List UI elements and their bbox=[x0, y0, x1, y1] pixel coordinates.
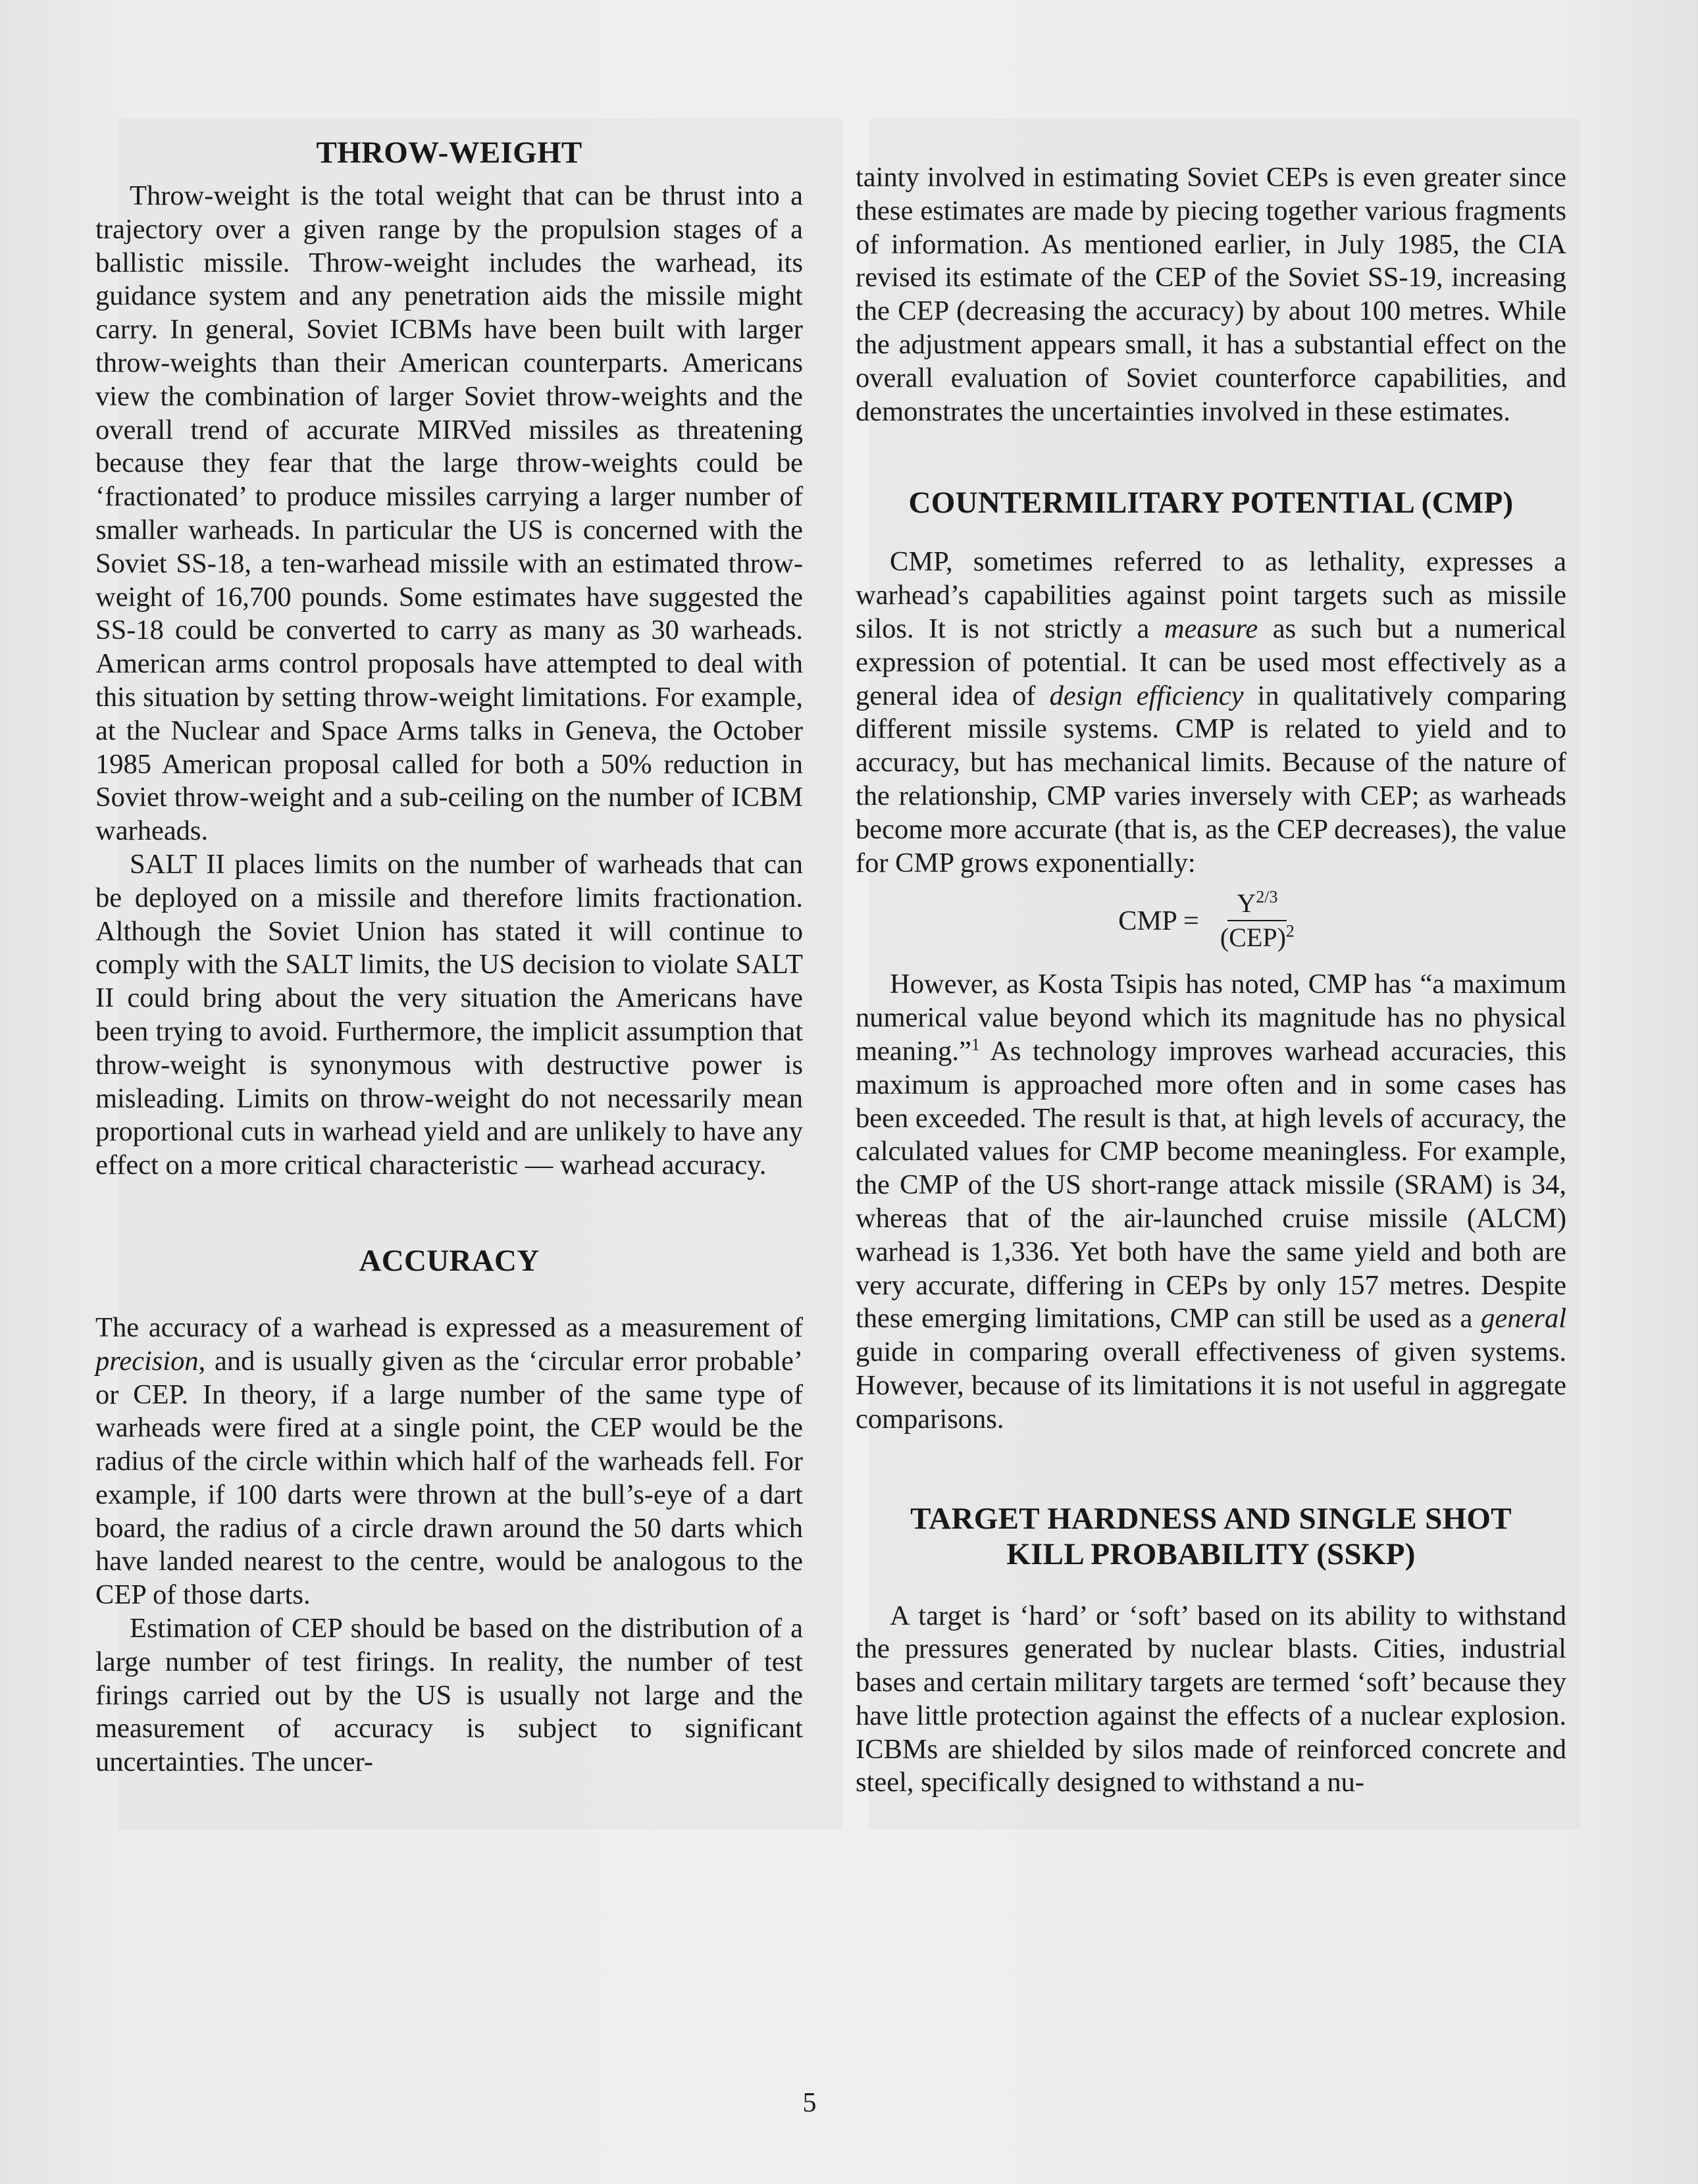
section-heading-cmp: COUNTERMILITARY POTENTIAL (CMP) bbox=[908, 486, 1514, 521]
throw-weight-paragraph-1: Throw-weight is the total weight that can be thrust into a trajectory over a given range by the propulsion stages of a ballistic missile. Throw-weight includes the warhead, its guidance system and any penetration aids the missile might carry. In general, Soviet ICBMs have been built with larger throw-weights than their American counterparts. Americans view the combination of larger Soviet throw-weights and the overall trend of accurate MIRVed missiles as threatening because they fear that the large throw-weights could be ‘fractionated’ to produce missiles carrying a larger number of smaller warheads. In particular the US is concerned with the Soviet SS-18, a ten-warhead missile with an estimated throw-weight of 16,700 pounds. Some estimates have suggested the SS-18 could be converted to carry as many as 30 warheads. American arms control proposals have attempted to deal with this situation by setting throw-weight limitations. For example, at the Nuclear and Space Arms talks in Geneva, the October 1985 American proposal called for both a 50% reduction in Soviet throw-weight and a sub-ceiling on the number of ICBM warheads. bbox=[95, 180, 803, 847]
formula-lhs: CMP = bbox=[1118, 905, 1199, 936]
cmp-paragraph-1: CMP, sometimes referred to as lethality, expresses a warhead’s capabilities against point targets such as missile silos. It is not strictly a measure as such but a numerical expression of potential. It can be used most effectively as a general idea of design efficiency in qualitatively comparing different missile systems. CMP is related to yield and to accuracy, but has mechanical limits. Because of the nature of the relationship, CMP varies inversely with CEP; as warheads become more accurate (that is, as the CEP decreases), the value for CMP grows exponentially: bbox=[856, 546, 1566, 878]
section-gap bbox=[856, 1436, 1566, 1501]
cmp-formula bbox=[856, 881, 1566, 960]
section-gap bbox=[856, 428, 1566, 485]
formula-fraction bbox=[1211, 888, 1304, 953]
sskp-heading-line-1: TARGET HARDNESS AND SINGLE SHOT bbox=[910, 1501, 1512, 1536]
cmp-paragraph-2: However, as Kosta Tsipis has noted, CMP has “a maximum numerical value beyond which its magnitude has no physical meaning.”$^1$ As technology improves warhead accuracies, this maximum is approached more often and in some cases has been exceeded. The result is that, at high levels of accuracy, the calculated values for CMP become meaningless. For example, the CMP of the US short-range attack missile (SRAM) is 34, whereas that of the air-launched cruise missile (ALCM) warhead is 1,336. Yet both have the same yield and both are very accurate, differing in CEPs by only 157 metres. Despite these emerging limitations, CMP can still be used as a general guide in comparing overall effectiveness of given systems. However, because of its limitations it is not useful in aggregate comparisons. bbox=[856, 969, 1566, 1435]
page-number: 5 bbox=[802, 2088, 817, 2118]
accuracy-paragraph-1: The accuracy of a warhead is expressed as a measurement of precision, and is usually given as the ‘circular error probable’ or CEP. In theory, if a large number of the same type of warheads were fired at a single point, the CEP would be the radius of the circle within which half of the warheads fell. For example, if 100 darts were thrown at the bull’s-eye of a dart board, the radius of a circle drawn around the 50 darts which have landed nearest to the centre, would be analogous to the CEP of those darts. bbox=[95, 1311, 803, 1611]
left-column bbox=[95, 135, 803, 1779]
accuracy-paragraph-2: Estimation of CEP should be based on the distribution of a large number of test firings. In reality, the number of test firings carried out by the US is usually not large and the measurement of accuracy is subject to significant uncertainties. The uncer- bbox=[95, 1613, 803, 1778]
throw-weight-paragraph-2: SALT II places limits on the number of warheads that can be deployed on a missile and therefore limits fractionation. Although the Soviet Union has stated it will continue to comply with the SALT limits, the US decision to violate SALT II could bring about the very situation the Americans have been trying to avoid. Furthermore, the implicit assumption that throw-weight is synonymous with destructive power is misleading. Limits on throw-weight do not necessarily mean proportional cuts in warhead yield and are unlikely to have any effect on a more critical characteristic — warhead accuracy. bbox=[95, 848, 803, 1181]
section-gap bbox=[95, 1182, 803, 1243]
section-heading-throw-weight: THROW-WEIGHT bbox=[316, 136, 582, 170]
section-heading-sskp bbox=[856, 1501, 1566, 1572]
formula-numerator: $Y^{2/3}$ bbox=[1227, 888, 1287, 921]
sskp-heading-line-2: KILL PROBABILITY (SSKP) bbox=[1006, 1536, 1416, 1571]
right-column bbox=[856, 161, 1566, 1800]
formula-denominator: (CEP)$^2$ bbox=[1220, 922, 1295, 953]
footnote-marker: 1 bbox=[971, 1034, 980, 1054]
section-heading-accuracy: ACCURACY bbox=[359, 1243, 540, 1278]
sskp-paragraph-1: A target is ‘hard’ or ‘soft’ based on its ability to withstand the pressures generated by nuclear blasts. Cities, industrial bases and certain military targets are termed ‘soft’ because they have little protection against the effects of a nuclear explosion. ICBMs are shielded by silos made of reinforced concrete and steel, specifically designed to withstand a nu- bbox=[856, 1600, 1566, 1798]
accuracy-continuation-paragraph: tainty involved in estimating Soviet CEPs is even greater since these estimates are made by piecing together various fragments of information. As mentioned earlier, in July 1985, the CIA revised its estimate of the CEP of the Soviet SS-19, increasing the CEP (decreasing the accuracy) by about 100 metres. While the adjustment appears small, it has a substantial effect on the overall evaluation of Soviet counterforce capabilities, and demonstrates the uncertainties involved in these estimates. bbox=[856, 162, 1566, 427]
